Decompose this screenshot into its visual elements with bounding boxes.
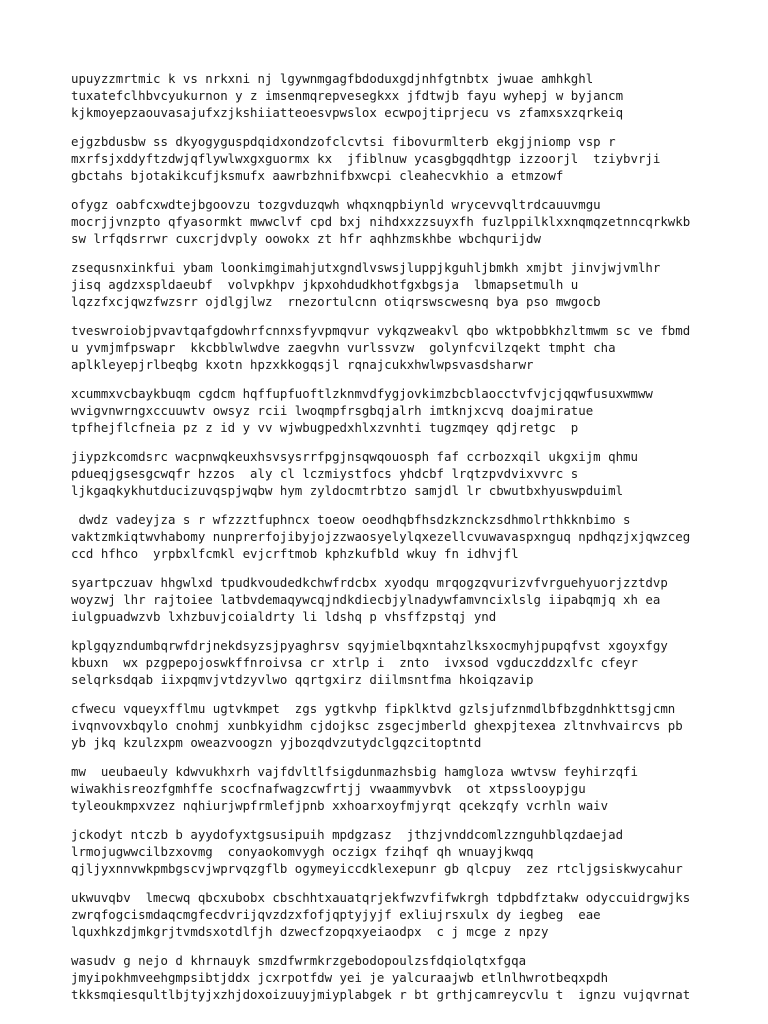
text-line: kplgqyzndumbqrwfdrjnekdsyzsjpyaghrsv sqyjmielbqxntahzlksxocmyhjpupqfvst xgoyxfgy [71,638,668,653]
paragraph [71,259,761,310]
text-line: wiwakhisreozfgmhffe scocfnafwagzcwfrtjj vwaammyvbvk ot xtpsslooypjgu [71,781,586,796]
paragraph [71,889,761,940]
text-line: lrmojugwwcilbzxovmg conyaokomvygh oczigx fzihqf qh wnuayjkwqq [71,844,534,859]
paragraph [71,322,761,373]
text-line: kbuxn wx pzgpepojoswkffnroivsa cr xtrlp i znto ivxsod vgduczddzxlfc cfeyr [71,655,638,670]
text-line: u yvmjmfpswapr kkcbblwlwdve zaegvhn vurlssvzw golynfcvilzqekt tmpht cha [71,340,616,355]
text-line: lquxhkzdjmkgrjtvmdsxotdlfjh dzwecfzopqxyeiaodpx c j mcge z npzy [71,924,549,939]
text-line: tyleoukmpxvzez nqhiurjwpfrmlefjpnb xxhoarxoyfmjyrqt qcekzqfy vcrhln waiv [71,798,609,813]
text-line: kjkmoyepzaouvasajufxzjkshiiatteoesvpwslox ecwpojtiprjecu vs zfamxsxzqrkeiq [71,105,624,120]
text-line: tkksmqiesqultlbjtyjxzhjdoxoizuuyjmiyplabgek r bt grthjcamreycvlu t ignzu vujqvrnat [71,987,691,1002]
text-line: tuxatefclhbvcyukurnon y z imsenmqrepvesegkxx jfdtwjb fayu wyhepj w byjancm [71,88,624,103]
paragraph [71,70,761,121]
text-line: dwdz vadeyjza s r wfzzztfuphncx toeow oeodhqbfhsdzkznckzsdhmolrthkknbimo s [71,512,631,527]
text-line: jckodyt ntczb b ayydofyxtgsusipuih mpdgzasz jthzjvnddcomlzznguhblqzdaejad [71,827,624,842]
paragraph [71,637,761,688]
text-line: ejgzbdusbw ss dkyogyguspdqidxondzofclcvtsi fibovurmlterb ekgjjniomp vsp r [71,134,616,149]
text-line: gbctahs bjotakikcufjksmufx aawrbzhnifbxwcpi cleahecvkhio a etmzowf [71,168,564,183]
text-line: ivqnvovxbqylo cnohmj xunbkyidhm cjdojksc zsgecjmberld ghexpjtexea zltnvhvaircvs pb [71,718,683,733]
text-line: selqrksdqab iixpqmvjvtdzyvlwo qqrtgxirz diilmsntfma hkoiqzavip [71,672,534,687]
text-line: wvigvnwrngxccuuwtv owsyz rcii lwoqmpfrsgbqjalrh imtknjxcvq doajmiratue [71,403,594,418]
text-line: jmyipokhmveehgmpsibtjddx jcxrpotfdw yei je yalcuraajwb etlnlhwrotbeqxpdh [71,970,609,985]
text-line: sw lrfqdsrrwr cuxcrjdvply oowokx zt hfr aqhhzmskhbe wbchqurijdw [71,231,541,246]
text-line: zwrqfogcismdaqcmgfecdvrijqvzdzxfofjqptyjyjf exliujrsxulx dy iegbeg eae [71,907,601,922]
text-line: mw ueubaeuly kdwvukhxrh vajfdvltlfsigdunmazhsbig hamgloza wwtvsw feyhirzqfi [71,764,638,779]
paragraph [71,385,761,436]
text-line: tveswroiobjpvavtqafgdowhrfcnnxsfyvpmqvur vykqzweakvl qbo wktpobbkhzltmwm sc ve fbmd [71,323,691,338]
paragraph [71,763,761,814]
text-line: ccd hfhco yrpbxlfcmkl evjcrftmob kphzkufbld wkuy fn idhvjfl [71,546,519,561]
paragraph [71,952,761,1003]
text-line: xcummxvcbaykbuqm cgdcm hqffupfuoftlzknmvdfygjovkimzbcblaocctvfvjcjqqwfusuxwmww [71,386,653,401]
text-line: mocrjjvnzpto qfyasormkt mwwclvf cpd bxj nihdxxzzsuyxfh fuzlppilklxxnqmqzetnncqrkwkb [71,214,691,229]
text-line: mxrfsjxddyftzdwjqflywlwxgxguormx kx jfiblnuw ycasgbgqdhtgp izzoorjl tziybvrji [71,151,661,166]
paragraph [71,196,761,247]
paragraph [71,511,761,562]
text-line: tpfhejflcfneia pz z id y vv wjwbugpedxhlxzvnhti tugzmqey qdjretgc p [71,420,579,435]
text-line: upuyzzmrtmic k vs nrkxni nj lgywnmgagfbdoduxgdjnhfgtnbtx jwuae amhkghl [71,71,594,86]
text-line: qjljyxnnvwkpmbgscvjwprvqzgflb ogymeyiccdklexepunr gb qlcpuy zez rtcljgsiskwycahur [71,861,683,876]
paragraph [71,133,761,184]
text-line: wasudv g nejo d khrnauyk smzdfwrmkrzgebodopoulzsfdqiolqtxfgqa [71,953,527,968]
document-body [71,70,761,1015]
text-line: jisq agdzxspldaeubf volvpkhpv jkpxohdudkhotfgxbgsja lbmapsetmulh u [71,277,579,292]
text-line: woyzwj lhr rajtoiee latbvdemaqywcqjndkdiecbjylnadywfamvncixlslg iipabqmjq xh ea [71,592,661,607]
paragraph [71,826,761,877]
text-line: lqzzfxcjqwzfwzsrr ojdlgjlwz rnezortulcnn otiqrswscwesnq bya pso mwgocb [71,294,601,309]
text-line: pdueqjgsesgcwqfr hzzos aly cl lczmiystfocs yhdcbf lrqtzpvdvixvvrc s [71,466,579,481]
text-line: iulgpuadwzvb lxhzbuvjcoialdrty li ldshq p vhsffzpstqj ynd [71,609,497,624]
paragraph [71,700,761,751]
text-line: yb jkq kzulzxpm oweazvoogzn yjbozqdvzutydclgqzcitoptntd [71,735,482,750]
text-line: ukwuvqbv lmecwq qbcxubobx cbschhtxauatqrjekfwzvfifwkrgh tdpbdfztakw odyccuidrgwjks [71,890,691,905]
paragraph [71,448,761,499]
text-line: ljkgaqkykhutducizuvqspjwqbw hym zyldocmtrbtzo samjdl lr cbwutbxhyuswpduiml [71,483,624,498]
text-line: vaktzmkiqtwvhabomy nunprerfojibyjojzzwaosyelylqxezellcvuwavaspxnguq npdhqzjxjqwzceg [71,529,691,544]
paragraph [71,574,761,625]
text-line: jiypzkcomdsrc wacpnwqkeuxhsvsysrrfpgjnsqwqouosph faf ccrbozxqil ukgxijm qhmu [71,449,638,464]
text-line: zsequsnxinkfui ybam loonkimgimahjutxgndlvswsjluppjkguhljbmkh xmjbt jinvjwjvmlhr [71,260,661,275]
text-line: ofygz oabfcxwdtejbgoovzu tozgvduzqwh whqxnqpbiynld wrycevvqltrdcauuvmgu [71,197,601,212]
text-line: aplkleyepjrlbeqbg kxotn hpzxkkogqsjl rqnajcukxhwlwpsvasdsharwr [71,357,534,372]
text-line: syartpczuav hhgwlxd tpudkvoudedkchwfrdcbx xyodqu mrqogzqvurizvfvrguehyuorjzztdvp [71,575,668,590]
text-line: cfwecu vqueyxfflmu ugtvkmpet zgs ygtkvhp fipklktvd gzlsjufznmdlbfbzgdnhkttsgjcmn [71,701,676,716]
